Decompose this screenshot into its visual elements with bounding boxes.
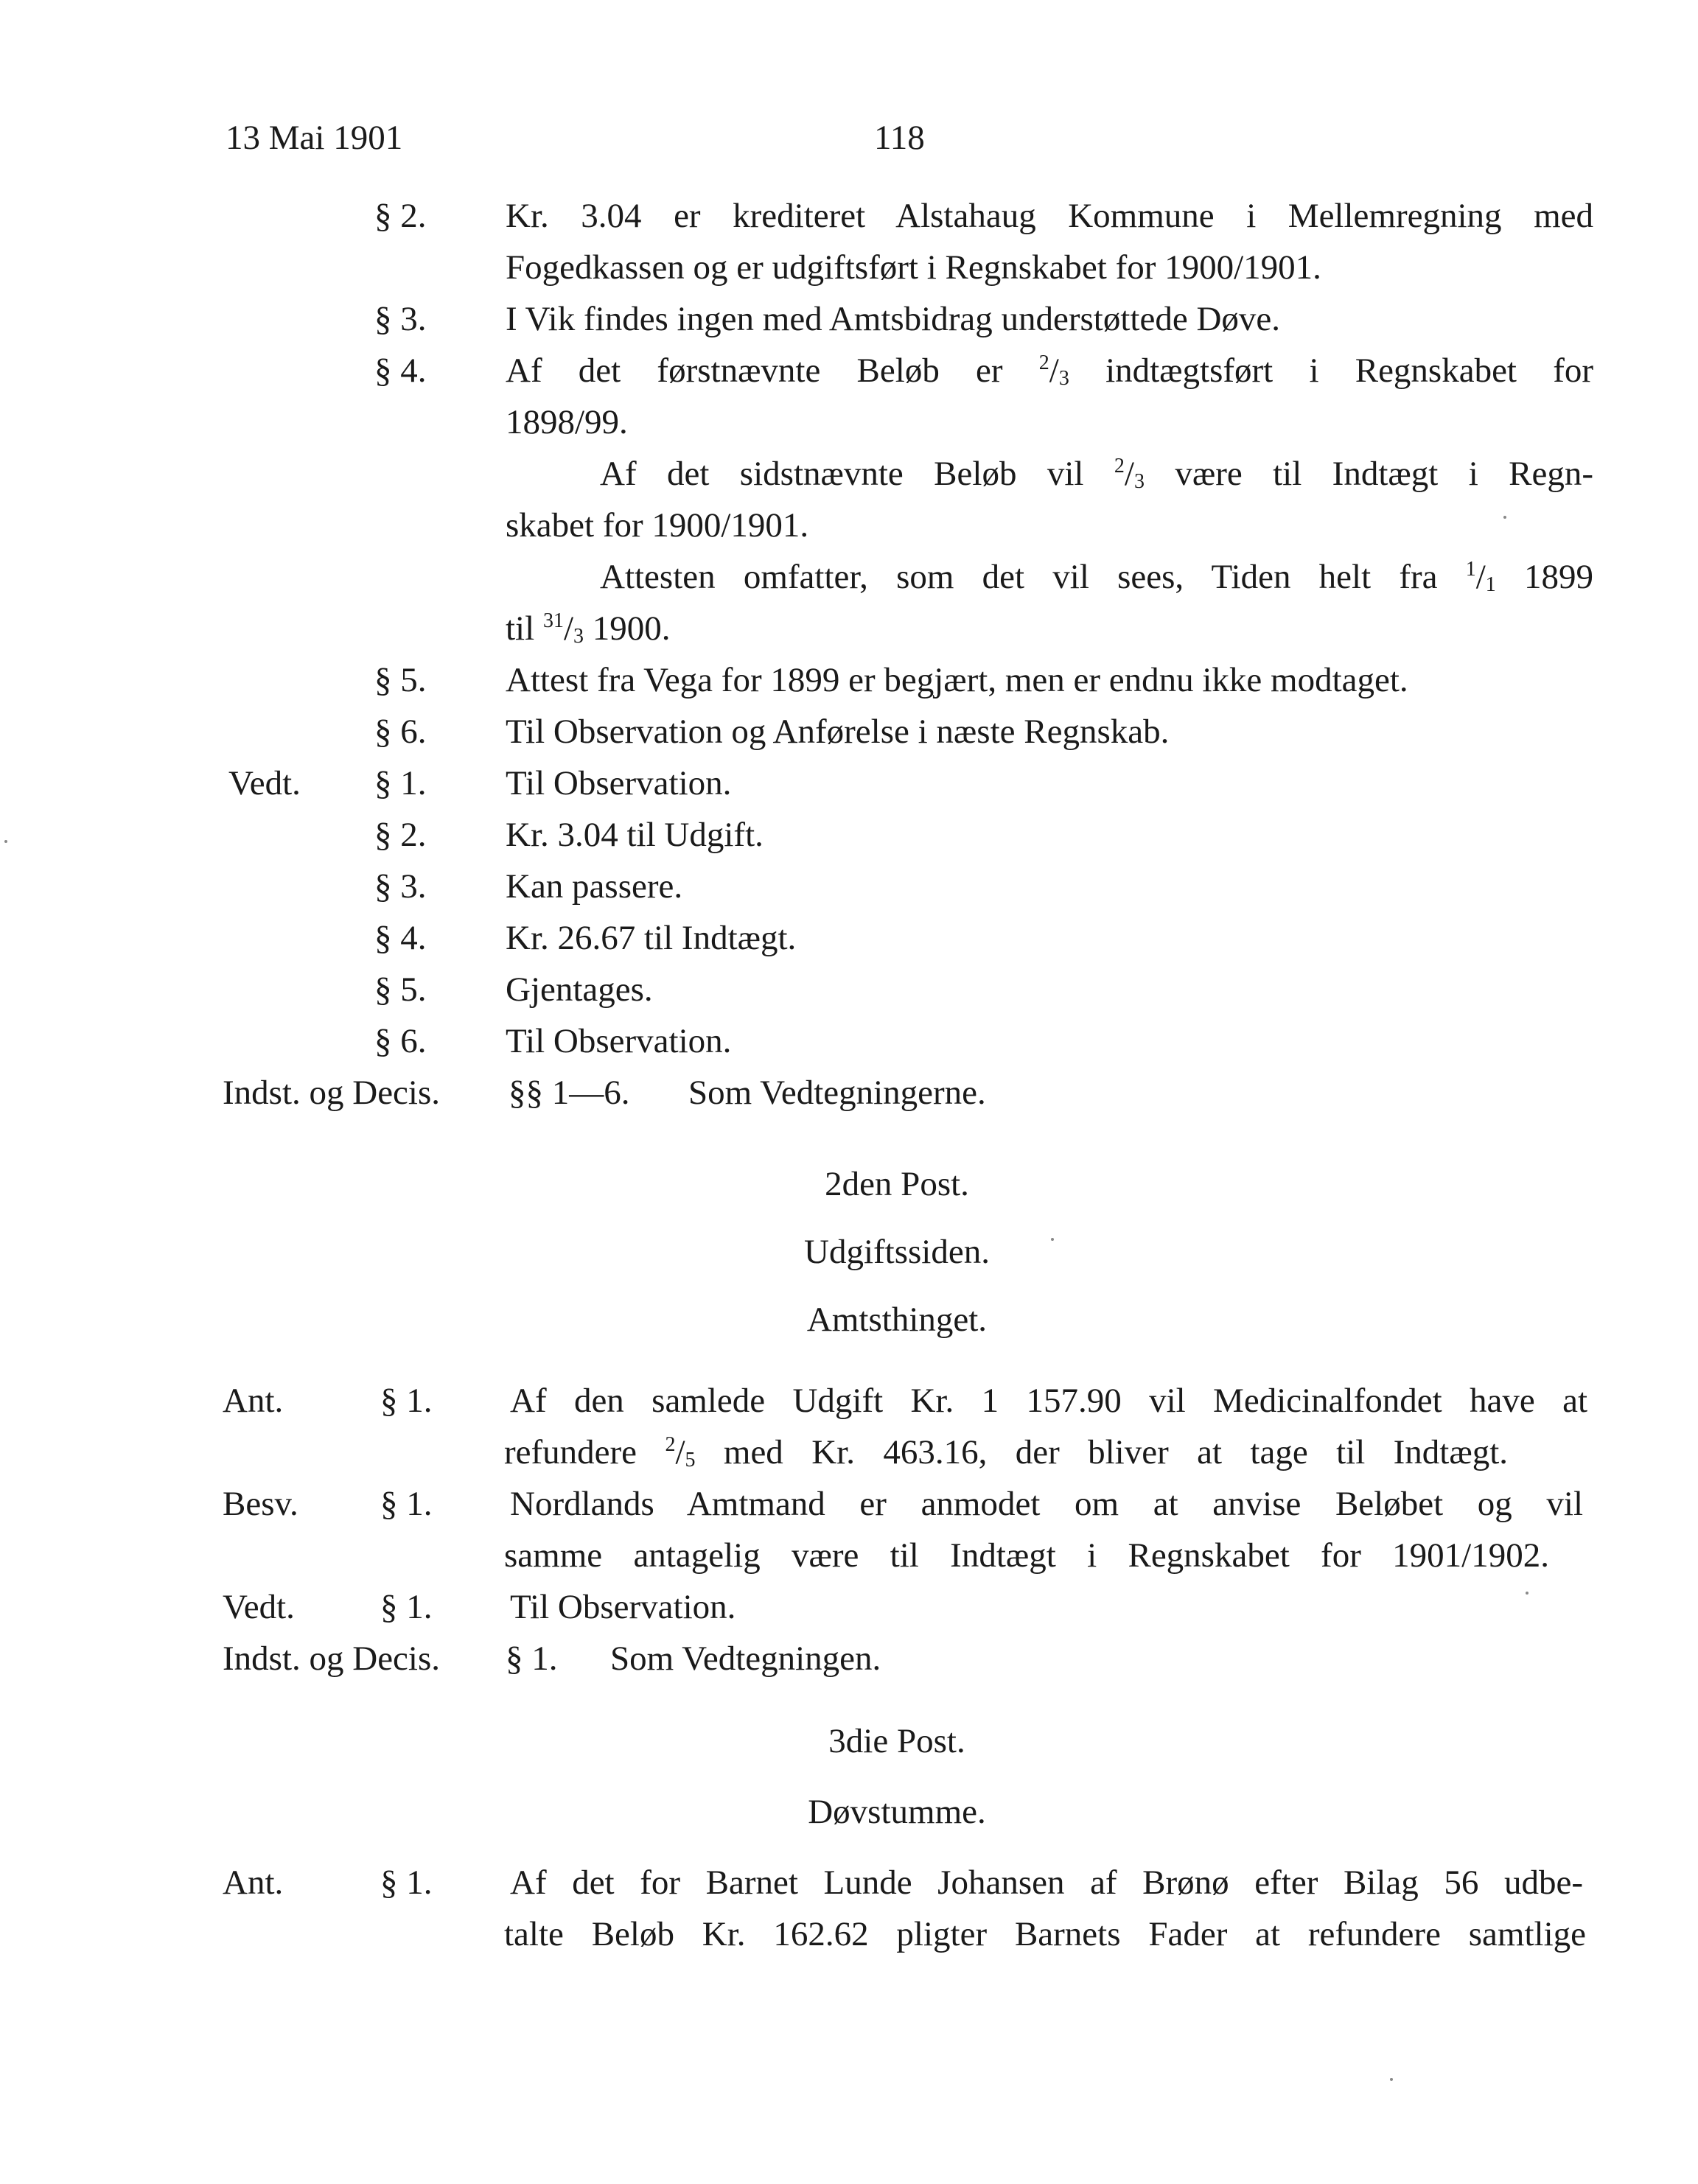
entry-text <box>506 603 671 654</box>
entry-line <box>0 190 1698 242</box>
entry-label: Ant. <box>223 1382 284 1420</box>
section-number: § 4. <box>374 351 427 390</box>
entry-text: Som Vedtegningen. <box>610 1639 881 1678</box>
fraction-numerator: 2 <box>665 1433 676 1456</box>
text-part: 1900. <box>592 609 671 648</box>
entry-line <box>0 964 1698 1015</box>
entry-text: Af den samlede Udgift Kr. 1 157.90 vil Medicinalfondet have at <box>510 1382 1587 1420</box>
entry-text: Kr. 3.04 til Udgift. <box>506 816 764 854</box>
text-part: indtægtsført i Regnskabet for <box>1105 351 1594 390</box>
entry-text <box>506 345 1593 396</box>
entry-text: Af det for Barnet Lunde Johansen af Brønø efter Bilag 56 udbe- <box>510 1863 1583 1902</box>
fraction-denominator: 3 <box>1133 470 1145 493</box>
entry-line <box>0 912 1698 964</box>
entry-line <box>0 809 1698 861</box>
section-number: § 4. <box>374 919 427 957</box>
entry-line <box>0 1908 1698 1960</box>
fraction-denominator: 3 <box>573 625 584 648</box>
entry-line <box>0 706 1698 757</box>
section-number: § 1. <box>374 764 427 802</box>
section-number: § 2. <box>374 197 427 235</box>
entry-text: samme antagelig være til Indtægt i Regnskabet for 1901/1902. <box>504 1536 1549 1575</box>
fraction: $^2/_5$ <box>665 1433 696 1471</box>
entry-text: Gjentages. <box>506 970 653 1009</box>
section-number: § 1. <box>380 1863 433 1902</box>
entry-line <box>0 396 1698 448</box>
entry-text <box>600 448 1593 500</box>
section-number: §§ 1—6. <box>509 1074 630 1112</box>
entry-text: Som Vedtegningerne. <box>688 1074 986 1112</box>
scan-speck <box>1503 516 1506 519</box>
scan-speck <box>4 840 7 843</box>
entry-line <box>0 242 1698 293</box>
text-part: Af det førstnævnte Beløb er <box>506 351 1003 390</box>
entry-line <box>0 603 1698 654</box>
entry-line <box>0 1015 1698 1067</box>
fraction: $^2/_3$ <box>1038 351 1069 390</box>
entry-text <box>600 551 1593 603</box>
entry-text: Til Observation. <box>506 764 732 802</box>
section-number: § 5. <box>374 970 427 1009</box>
fraction-numerator: 31 <box>542 609 564 632</box>
text-part: 1899 <box>1524 558 1593 596</box>
entry-line <box>0 500 1698 551</box>
entry-label: Vedt. <box>228 764 301 802</box>
text-part: refundere <box>504 1433 637 1471</box>
entry-line <box>0 861 1698 912</box>
fraction-numerator: 2 <box>1114 455 1125 477</box>
section-number: § 1. <box>380 1588 433 1626</box>
entry-line <box>0 1375 1698 1427</box>
entry-line <box>0 757 1698 809</box>
post-heading: 2den Post. <box>825 1165 969 1203</box>
section-number: § 2. <box>374 816 427 854</box>
entry-text <box>504 1427 1508 1478</box>
fraction-numerator: 2 <box>1038 351 1049 374</box>
entry-label: Indst. og Decis. <box>223 1639 441 1678</box>
entry-text: Kr. 3.04 er krediteret Alstahaug Kommune i Mellemregning med <box>506 197 1593 235</box>
fraction: $^1/_1$ <box>1465 558 1496 596</box>
entry-label: Ant. <box>223 1863 284 1902</box>
section-number: § 1. <box>380 1382 433 1420</box>
entry-text: I Vik findes ingen med Amtsbidrag understøttede Døve. <box>506 300 1281 338</box>
post-subheading: Døvstumme. <box>808 1793 986 1831</box>
scan-speck <box>1390 2078 1393 2081</box>
entry-text: Kr. 26.67 til Indtægt. <box>506 919 797 957</box>
text-part: Af det sidstnævnte Beløb vil <box>600 455 1084 493</box>
post-subheading: Amtsthinget. <box>806 1301 988 1339</box>
entry-text: talte Beløb Kr. 162.62 pligter Barnets Fader at refundere samtlige <box>504 1915 1586 1953</box>
entry-text: 1898/99. <box>506 403 628 441</box>
entry-text: Til Observation. <box>506 1022 732 1060</box>
entry-line <box>0 1581 1698 1633</box>
fraction-denominator: 1 <box>1485 573 1496 596</box>
section-number: § 5. <box>374 661 427 699</box>
fraction: $^2/_3$ <box>1114 455 1145 493</box>
entry-label: Vedt. <box>223 1588 295 1626</box>
entry-line <box>0 1067 1698 1119</box>
entry-label: Besv. <box>223 1485 298 1523</box>
fraction-denominator: 3 <box>1058 367 1069 390</box>
scan-speck <box>1051 1238 1054 1241</box>
entry-line <box>0 654 1698 706</box>
entry-line <box>0 293 1698 345</box>
entry-text: Fogedkassen og er udgiftsført i Regnskabet for 1900/1901. <box>506 248 1321 287</box>
entry-text: Kan passere. <box>506 867 683 906</box>
entry-text: Til Observation og Anførelse i næste Regnskab. <box>506 713 1170 751</box>
entry-line <box>0 448 1698 500</box>
entry-line <box>0 1857 1698 1908</box>
text-part: Attesten omfatter, som det vil sees, Tiden helt fra <box>600 558 1438 596</box>
text-part: med Kr. 463.16, der bliver at tage til Indtægt. <box>723 1433 1509 1471</box>
entry-text: Til Observation. <box>510 1588 736 1626</box>
fraction-denominator: 5 <box>685 1449 696 1471</box>
entry-line <box>0 1478 1698 1530</box>
entry-line <box>0 1427 1698 1478</box>
text-part: til <box>506 609 535 648</box>
post-heading: 3die Post. <box>828 1722 965 1760</box>
fraction: $^{31}/_3$ <box>542 609 584 648</box>
entry-line <box>0 1633 1698 1684</box>
post-subheading: Udgiftssiden. <box>804 1233 990 1271</box>
entry-text: Attest fra Vega for 1899 er begjært, men er endnu ikke modtaget. <box>506 661 1408 699</box>
entry-line <box>0 1530 1698 1581</box>
section-number: § 3. <box>374 867 427 906</box>
section-number: § 6. <box>374 1022 427 1060</box>
entry-text: Nordlands Amtmand er anmodet om at anvise Beløbet og vil <box>510 1485 1583 1523</box>
section-number: § 1. <box>506 1639 558 1678</box>
header-date: 13 Mai 1901 <box>226 119 403 157</box>
text-part: være til Indtægt i Regn- <box>1175 455 1594 493</box>
entry-line <box>0 551 1698 603</box>
fraction-numerator: 1 <box>1465 558 1476 581</box>
page-number: 118 <box>874 119 925 157</box>
scan-speck <box>1526 1592 1528 1595</box>
entry-label: Indst. og Decis. <box>223 1074 441 1112</box>
section-number: § 1. <box>380 1485 433 1523</box>
section-number: § 3. <box>374 300 427 338</box>
section-number: § 6. <box>374 713 427 751</box>
entry-line <box>0 345 1698 396</box>
entry-text: skabet for 1900/1901. <box>506 506 809 545</box>
